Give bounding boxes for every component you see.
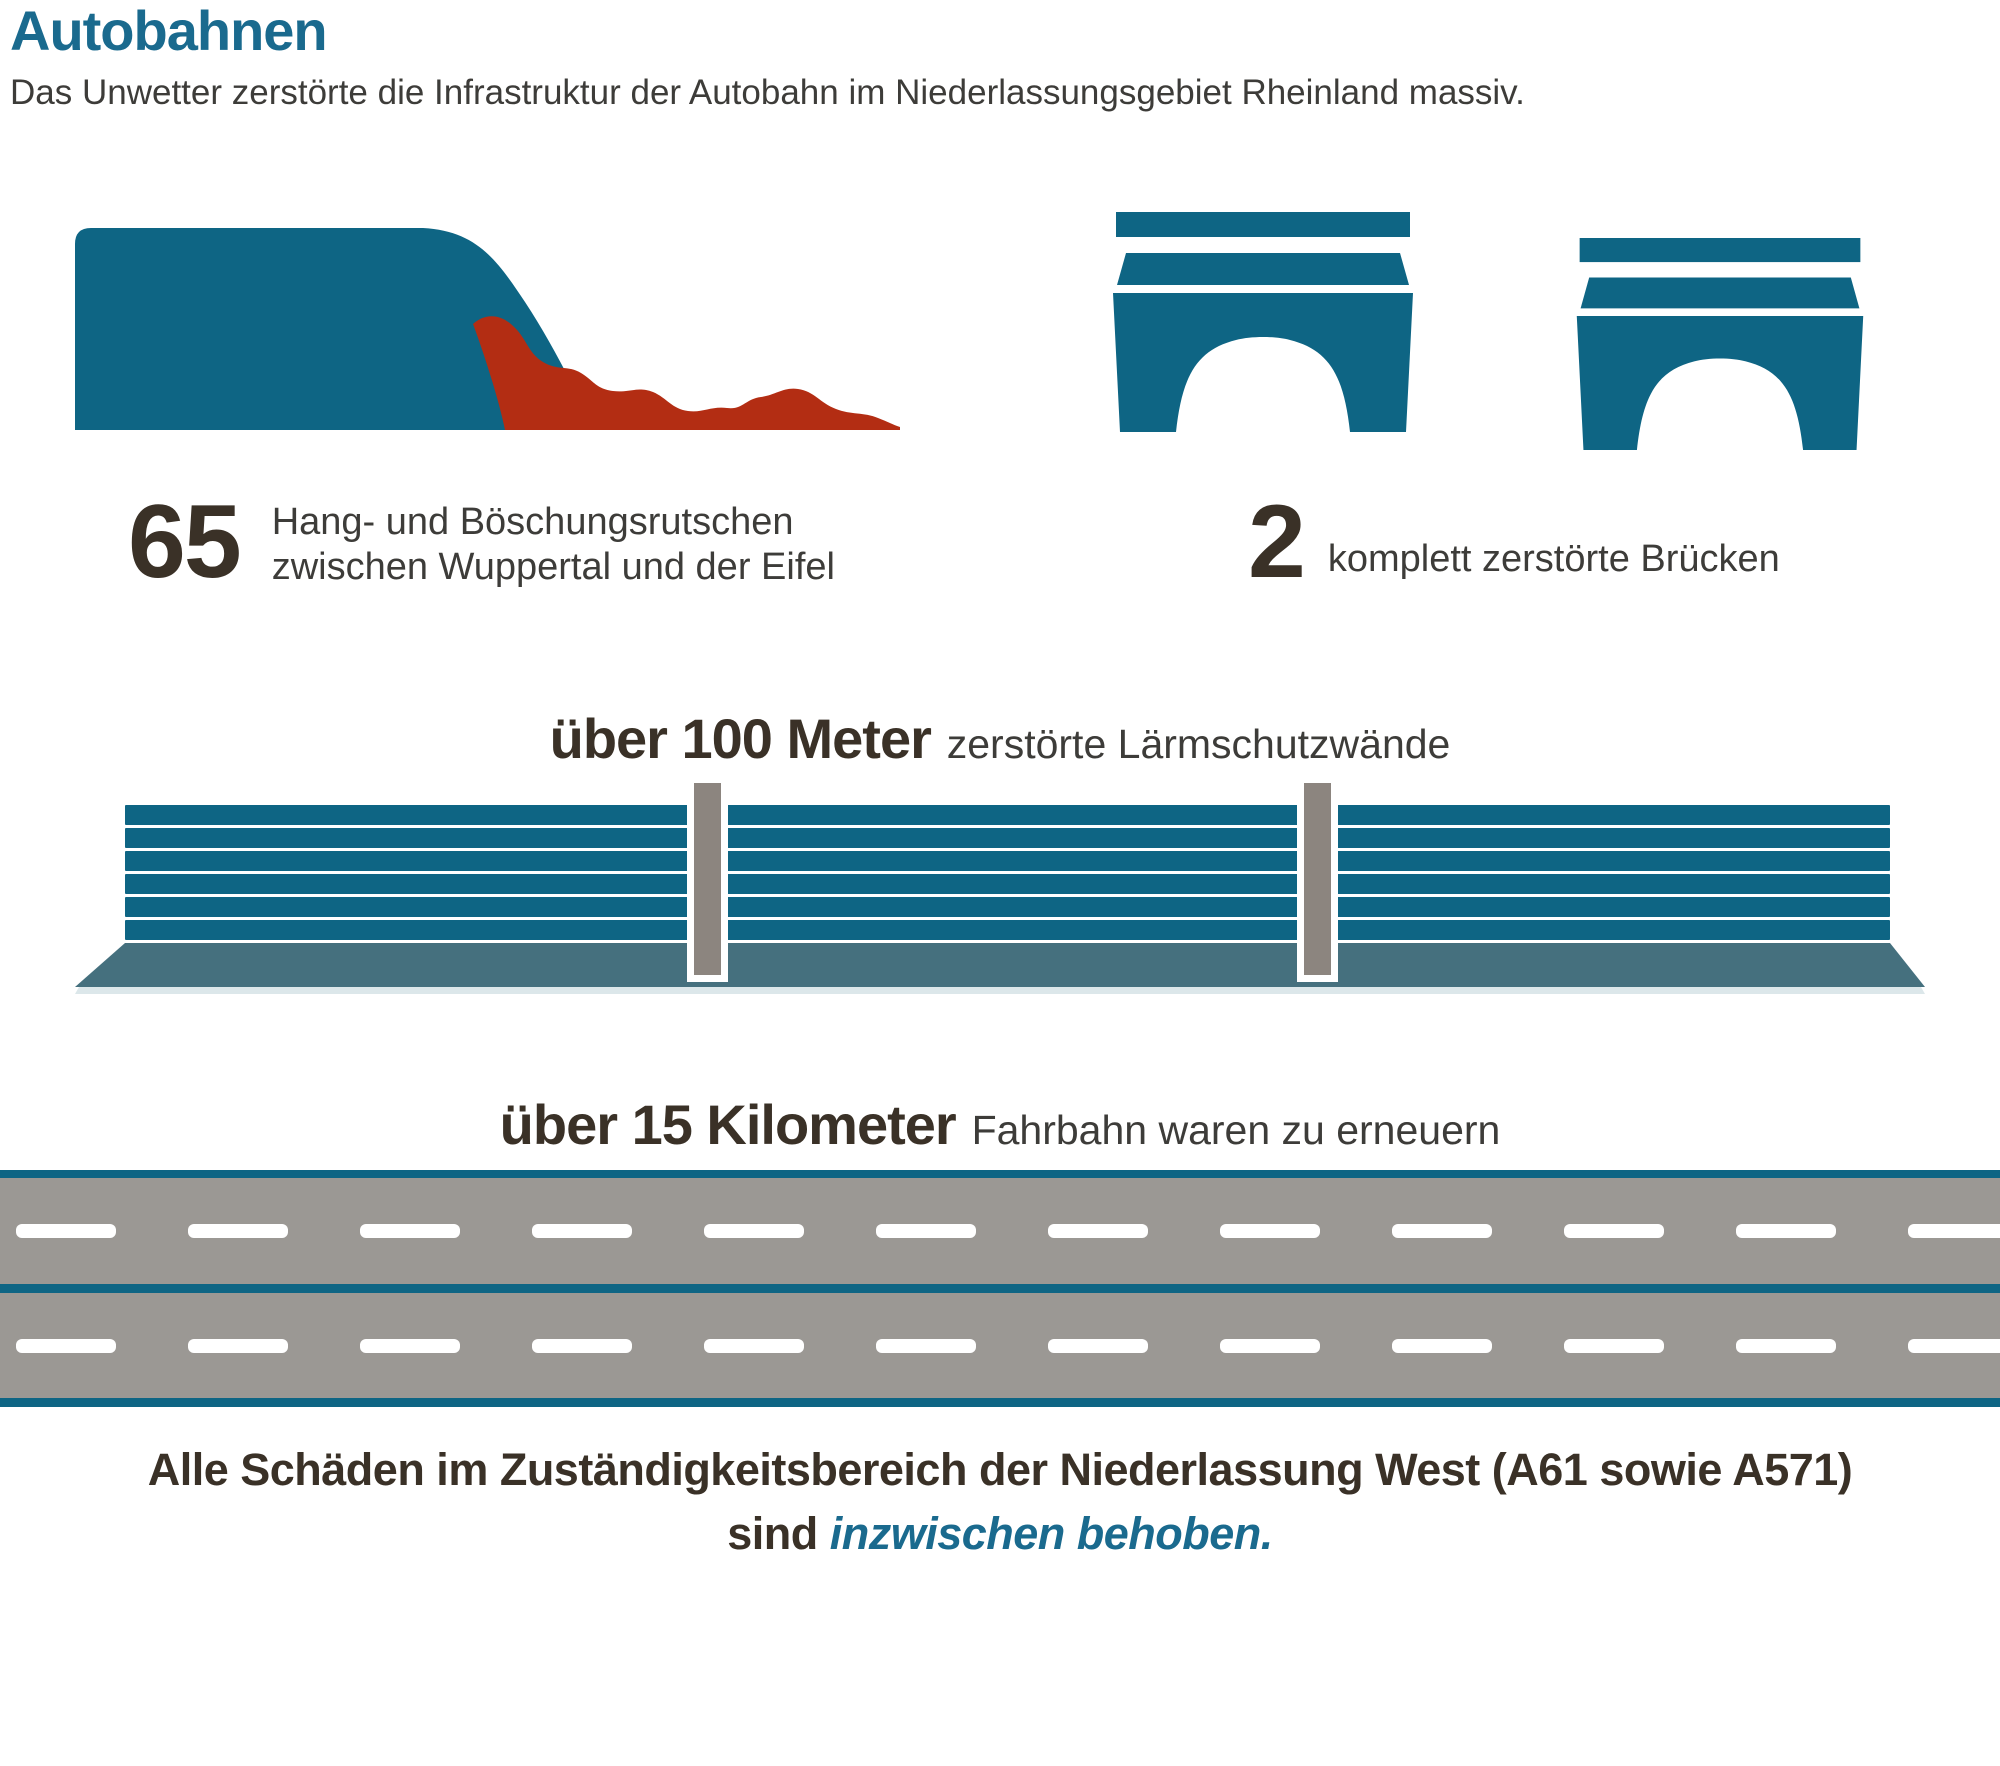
- stat-roadway: [0, 1092, 2000, 1157]
- stat-roadway-value: über 15 Kilometer: [499, 1093, 956, 1156]
- landslide-icon: [75, 228, 900, 430]
- road-dash: [1220, 1339, 1320, 1353]
- road-dash: [1736, 1224, 1836, 1238]
- road-dash: [704, 1339, 804, 1353]
- stat-landslides-label: Hang- und Böschungsrutschen zwischen Wuppertal und der Eifel: [271, 501, 835, 588]
- road-dash: [360, 1339, 460, 1353]
- road-dash: [1048, 1224, 1148, 1238]
- road-dash: [1564, 1339, 1664, 1353]
- road-dash: [532, 1224, 632, 1238]
- footer-note: [0, 1438, 2000, 1566]
- road-dash: [188, 1224, 288, 1238]
- page-subtitle: Das Unwetter zerstörte die Infrastruktur der Autobahn im Niederlassungsgebiet Rheinland massiv.: [10, 73, 1525, 112]
- road-dash: [876, 1224, 976, 1238]
- noise-barrier-post: [694, 783, 721, 975]
- road-edge-line: [0, 1170, 2000, 1178]
- stat-noise-barriers-label: zerstörte Lärmschutzwände: [946, 721, 1451, 767]
- noise-barrier-slat: [125, 874, 1890, 894]
- road-icon: [0, 1170, 2000, 1407]
- road-dash: [876, 1339, 976, 1353]
- road-dash: [532, 1339, 632, 1353]
- stat-noise-barriers-value: über 100 Meter: [549, 707, 931, 770]
- road-lane: [0, 1293, 2000, 1398]
- road-dash: [1392, 1339, 1492, 1353]
- footer-line1: Alle Schäden im Zuständigkeitsbereich der Niederlassung West (A61 sowie A571): [147, 1444, 1853, 1495]
- road-dash: [1736, 1339, 1836, 1353]
- stat-roadway-label: Fahrbahn waren zu erneuern: [971, 1107, 1501, 1153]
- noise-barrier-icon: [75, 783, 1925, 995]
- road-dash: [188, 1339, 288, 1353]
- noise-barrier-base-edge: [75, 987, 1925, 994]
- road-dash: [1908, 1339, 2000, 1353]
- noise-barrier-slats: [125, 805, 1890, 943]
- road-dash: [1048, 1339, 1148, 1353]
- road-dash: [1564, 1224, 1664, 1238]
- noise-barrier-slat: [125, 897, 1890, 917]
- stat-bridges-value: 2: [1248, 484, 1304, 600]
- road-lane-markings: [16, 1339, 2000, 1353]
- road-dash: [1392, 1224, 1492, 1238]
- stat-bridges: [1248, 484, 1780, 600]
- road-edge-line: [0, 1398, 2000, 1407]
- noise-barrier-post: [1304, 783, 1331, 975]
- stat-noise-barriers: [0, 706, 2000, 771]
- noise-barrier-slat: [125, 805, 1890, 825]
- footer-line2: sind inzwischen behoben.: [727, 1508, 1273, 1559]
- road-dash: [360, 1224, 460, 1238]
- noise-barrier-base: [75, 943, 1925, 987]
- bridge-icon: [1572, 238, 1868, 450]
- footer-resolved-highlight: inzwischen behoben.: [829, 1508, 1273, 1559]
- road-dash: [16, 1339, 116, 1353]
- road-dash: [1220, 1224, 1320, 1238]
- noise-barrier-slat: [125, 828, 1890, 848]
- road-lane: [0, 1178, 2000, 1284]
- page-title: Autobahnen: [10, 0, 327, 62]
- stat-bridges-label: komplett zerstörte Brücken: [1327, 538, 1780, 580]
- bridge-icon: [1108, 212, 1418, 432]
- road-dash: [1908, 1224, 2000, 1238]
- road-lane-markings: [16, 1224, 2000, 1238]
- stat-landslides: [128, 484, 835, 600]
- road-divider-line: [0, 1284, 2000, 1293]
- road-dash: [704, 1224, 804, 1238]
- road-dash: [16, 1224, 116, 1238]
- noise-barrier-slat: [125, 851, 1890, 871]
- noise-barrier-slat: [125, 920, 1890, 940]
- stat-landslides-value: 65: [128, 484, 240, 600]
